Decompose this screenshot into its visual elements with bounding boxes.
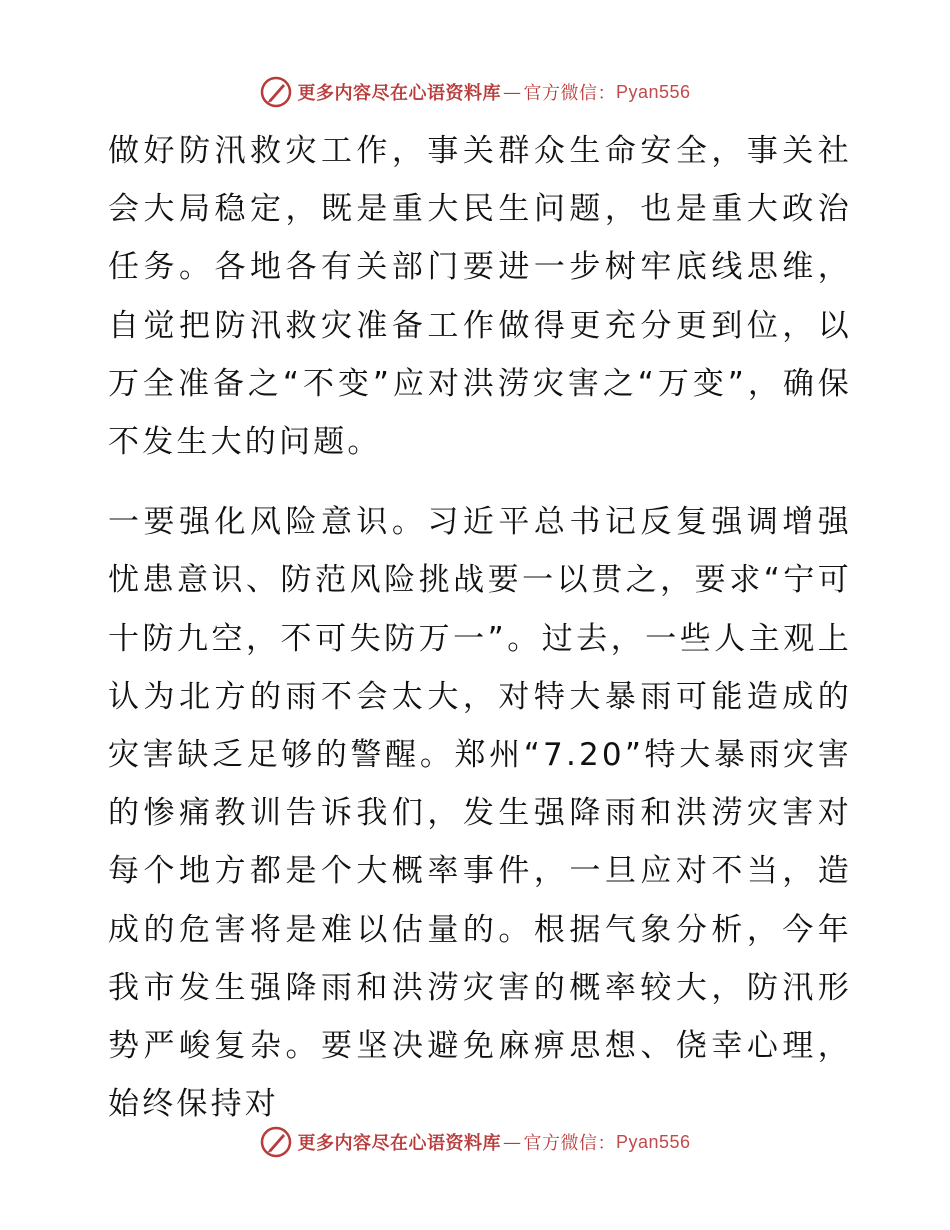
watermark-main-text: 更多内容尽在心语资料库 xyxy=(297,83,501,104)
quill-logo-icon xyxy=(259,75,293,109)
watermark-sub-text: 官方微信： xyxy=(523,1133,616,1154)
footer-watermark xyxy=(0,1125,950,1159)
watermark-wechat-id: Pyan556 xyxy=(615,81,691,102)
watermark-separator: — xyxy=(502,81,522,103)
paragraph-1: 做好防汛救灾工作，事关群众生命安全，事关社会大局稳定，既是重大民生问题，也是重大政治任务。各地各有关部门要进一步树牢底线思维，自觉把防汛救灾准备工作做得更充分更到位，以万全准备之“不变”应对洪涝灾害之“万变”，确保不发生大的问题。 xyxy=(108,133,852,461)
quill-logo-icon xyxy=(259,1125,293,1159)
document-body xyxy=(100,122,852,1133)
paragraph-2: 一要强化风险意识。习近平总书记反复强调增强忧患意识、防范风险挑战要一以贯之，要求“宁可十防九空，不可失防万一”。过去，一些人主观上认为北方的雨不会太大，对特大暴雨可能造成的灾害缺乏足够的警醒。郑州“7.20”特大暴雨灾害的惨痛教训告诉我们，发生强降雨和洪涝灾害对每个地方都是个大概率事件，一旦应对不当，造成的危害将是难以估量的。根据气象分析，今年我市发生强降雨和洪涝灾害的概率较大，防汛形势严峻复杂。要坚决避免麻痹思想、侥幸心理，始终保持对 xyxy=(108,504,852,1123)
header-watermark xyxy=(0,75,950,109)
watermark-separator: — xyxy=(502,1131,522,1153)
watermark-main-text: 更多内容尽在心语资料库 xyxy=(297,1133,501,1154)
watermark-wechat-id: Pyan556 xyxy=(615,1131,691,1152)
watermark-sub-text: 官方微信： xyxy=(523,83,616,104)
